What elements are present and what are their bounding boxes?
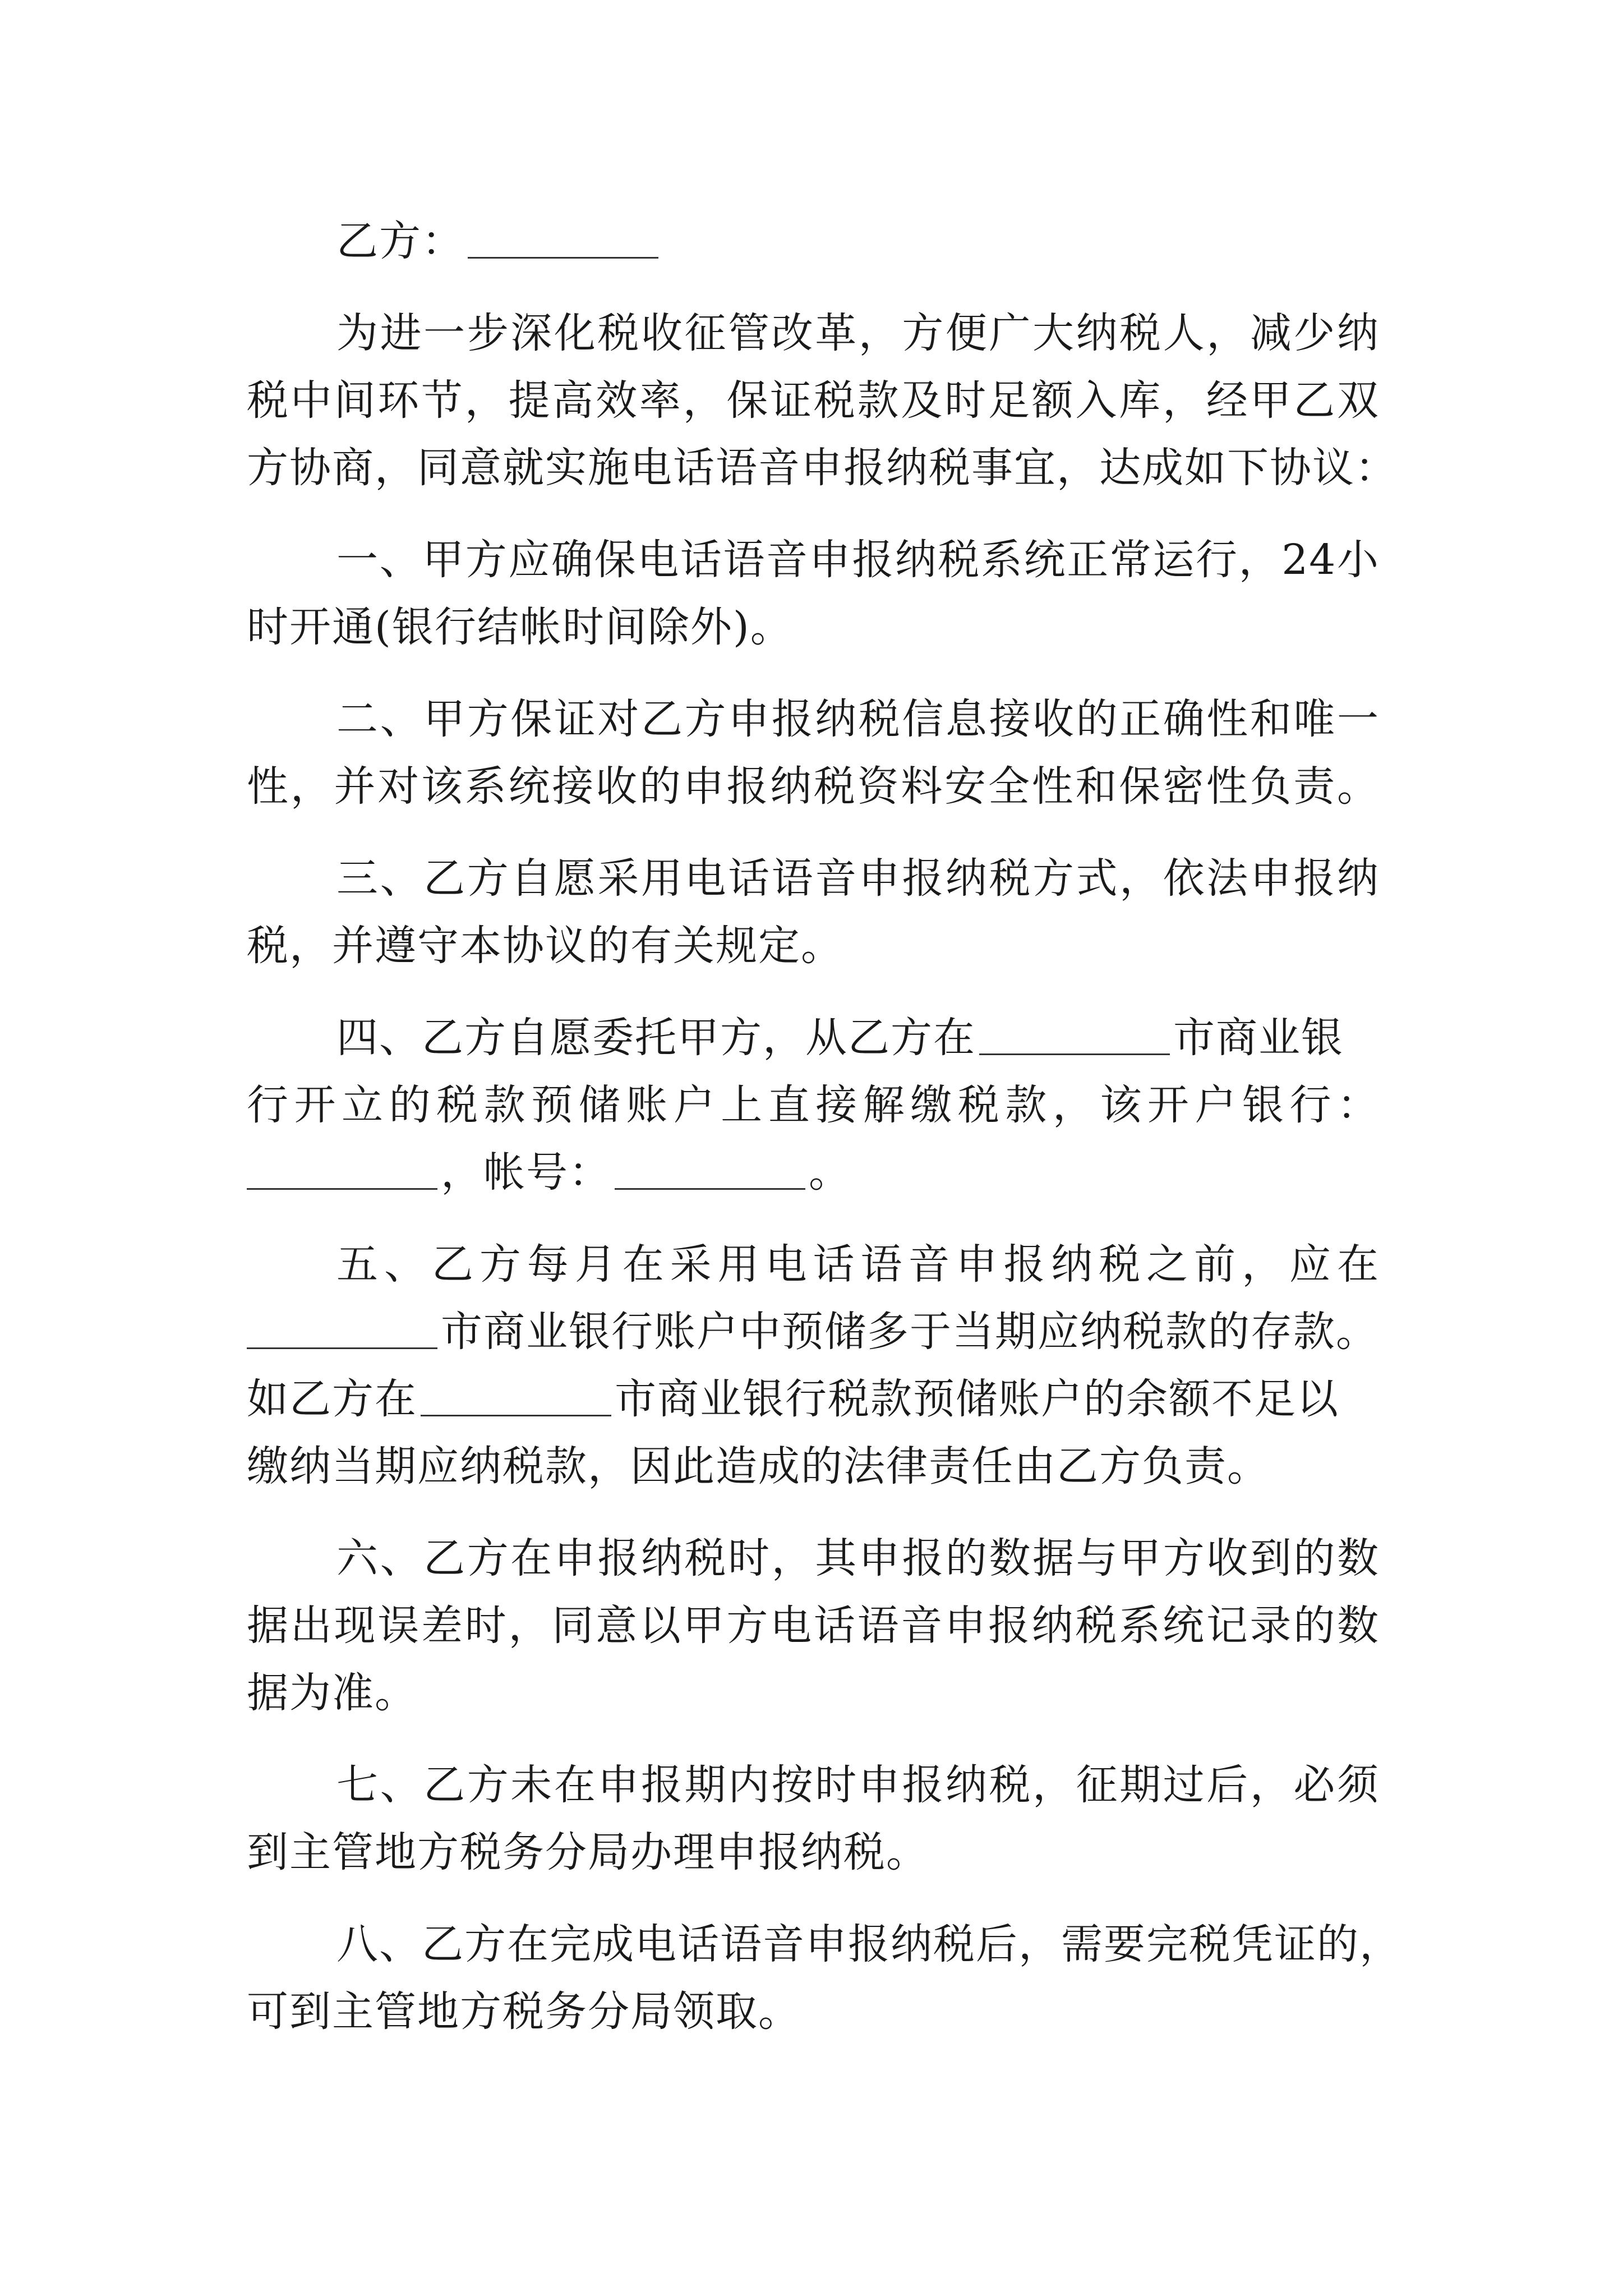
party-b-blank <box>468 218 658 259</box>
clause-8-line-1: 八、乙方在完成电话语音申报纳税后，需要完税凭证的， <box>336 1920 1402 1968</box>
clause-2-line-1: 二、甲方保证对乙方申报纳税信息接收的正确性和唯一 <box>336 695 1380 743</box>
clause-5-line-2-text: 市商业银行账户中预储多于当期应纳税款的存款。 <box>441 1308 1378 1356</box>
party-b-label: 乙方： <box>336 217 464 265</box>
clause-4-line-3-a: ，帐号： <box>441 1148 611 1197</box>
clause-3-line-2: 税，并遵守本协议的有关规定。 <box>247 922 843 970</box>
city-blank-2 <box>247 1308 437 1349</box>
clause-3-line-1: 三、乙方自愿采用电话语音申报纳税方式，依法申报纳 <box>336 854 1380 903</box>
party-b-line <box>247 208 1380 275</box>
clause-4-line-1 <box>247 1004 1380 1071</box>
clause-5-line-3 <box>247 1365 1380 1433</box>
clause-8-line-2: 可到主管地方税务分局领取。 <box>247 1987 801 2036</box>
clause-5-line-2 <box>247 1298 1380 1365</box>
clause-6-line-1: 六、乙方在申报纳税时，其申报的数据与甲方收到的数 <box>336 1534 1380 1582</box>
clause-4-line-1-a: 四、乙方自愿委托甲方，从乙方在 <box>336 1014 976 1062</box>
clause-5-line-1: 五、乙方每月在采用电话语音申报纳税之前，应在 <box>336 1240 1380 1289</box>
intro-line-3: 方协商，同意就实施电话语音申报纳税事宜，达成如下协议： <box>247 444 1398 492</box>
city-blank-1 <box>979 1014 1170 1055</box>
intro-line-2: 税中间环节，提高效率，保证税款及时足额入库，经甲乙双 <box>247 376 1380 425</box>
clause-6-line-3: 据为准。 <box>247 1669 417 1717</box>
clause-4-line-2: 行开立的税款预储账户上直接解缴税款，该开户银行： <box>247 1081 1380 1129</box>
clause-2-line-2: 性，并对该系统接收的申报纳税资料安全性和保密性负责。 <box>247 762 1380 811</box>
clause-7-line-2: 到主管地方税务分局办理申报纳税。 <box>247 1828 929 1876</box>
clause-4-line-1-b: 市商业银 <box>1173 1014 1344 1062</box>
clause-6-line-2: 据出现误差时，同意以甲方电话语音申报纳税系统记录的数 <box>247 1602 1380 1650</box>
clause-4-line-3-b: 。 <box>809 1148 851 1197</box>
clause-1-line-2: 时开通(银行结帐时间除外)。 <box>247 603 793 651</box>
clause-5-line-3-a: 如乙方在 <box>247 1375 417 1423</box>
city-blank-3 <box>421 1375 611 1416</box>
bank-blank <box>247 1149 437 1190</box>
clause-5-line-4: 缴纳当期应纳税款，因此造成的法律责任由乙方负责。 <box>247 1442 1270 1490</box>
clause-1-line-1: 一、甲方应确保电话语音申报纳税系统正常运行，24小 <box>336 536 1380 584</box>
intro-line-1: 为进一步深化税收征管改革，方便广大纳税人，减少纳 <box>336 309 1380 357</box>
clause-5-line-3-b: 市商业银行税款预储账户的余额不足以 <box>615 1375 1339 1423</box>
account-number-blank <box>615 1149 805 1190</box>
clause-7-line-1: 七、乙方未在申报期内按时申报纳税，征期过后，必须 <box>336 1761 1380 1809</box>
agreement-body <box>247 208 1402 2045</box>
clause-4-line-3 <box>247 1139 1380 1206</box>
